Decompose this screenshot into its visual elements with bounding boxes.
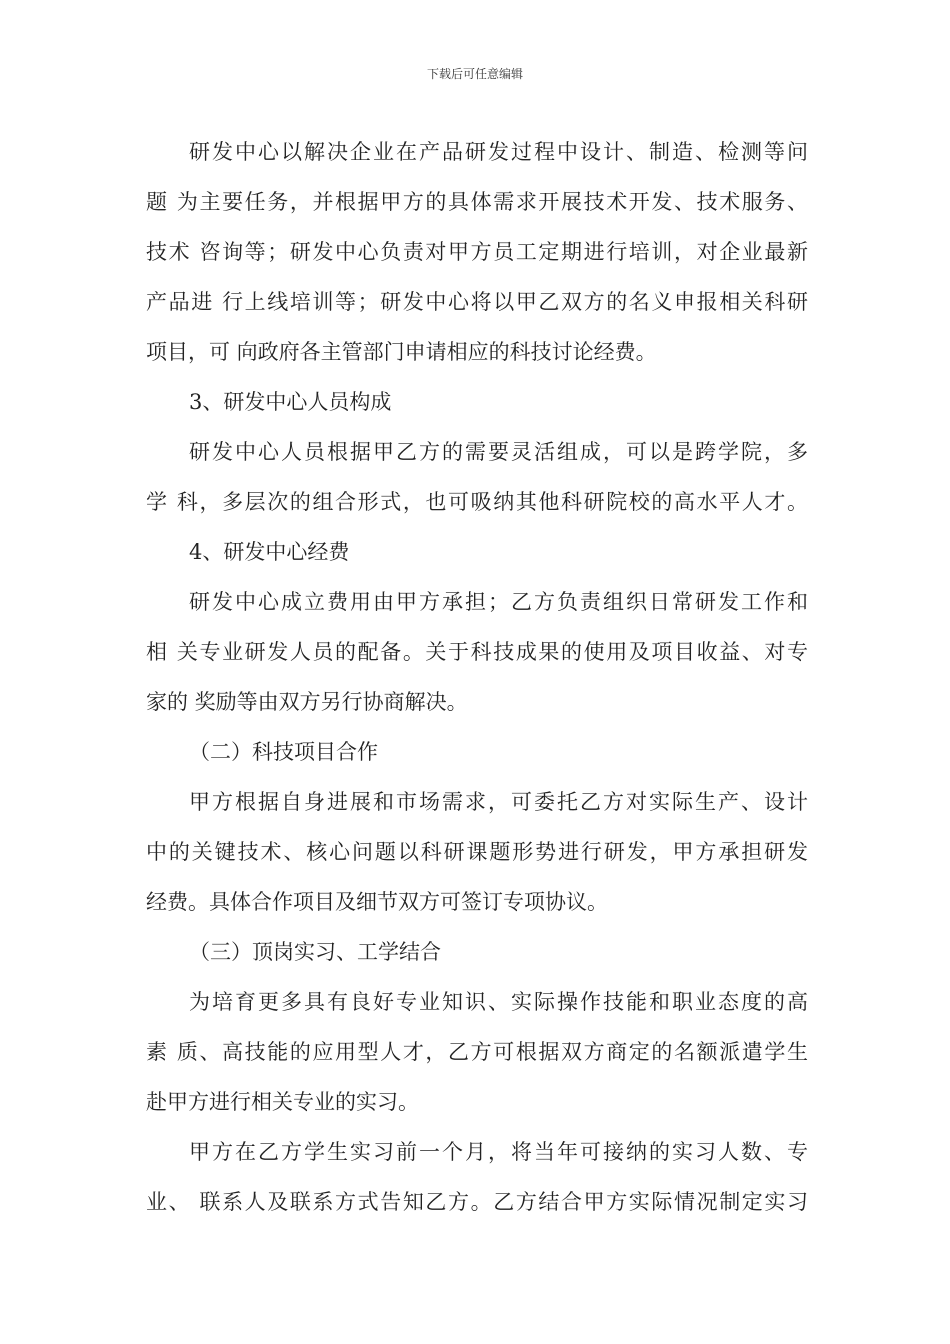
paragraph-line: 项目，可 向政府各主管部门申请相应的科技讨论经费。 <box>146 340 657 364</box>
section-heading: （二）科技项目合作 <box>189 740 378 764</box>
paragraph-line: 研发中心以解决企业在产品研发过程中设计、制造、检测等问 <box>189 140 808 164</box>
paragraph-line: 赴甲方进行相关专业的实习。 <box>146 1090 419 1114</box>
paragraph-line: 素 质、高技能的应用型人才，乙方可根据双方商定的名额派遣学生 <box>146 1040 808 1064</box>
section-heading: 4、研发中心经费 <box>189 540 350 564</box>
paragraph-line: 经费。具体合作项目及细节双方可签订专项协议。 <box>146 890 608 914</box>
paragraph-line: 研发中心人员根据甲乙方的需要灵活组成，可以是跨学院，多 <box>189 440 808 464</box>
paragraph-line: 产品进 行上线培训等；研发中心将以甲乙双方的名义申报相关科研 <box>146 290 808 314</box>
page-header: 下载后可任意编辑 <box>426 67 523 81</box>
paragraph-line: 中的关键技术、核心问题以科研课题形势进行研发，甲方承担研发 <box>146 840 808 864</box>
paragraph-line: 相 关专业研发人员的配备。关于科技成果的使用及项目收益、对专 <box>146 640 808 664</box>
paragraph-line: 技术 咨询等；研发中心负责对甲方员工定期进行培训，对企业最新 <box>146 240 808 264</box>
section-heading: 3、研发中心人员构成 <box>189 390 392 414</box>
section-heading: （三）顶岗实习、工学结合 <box>189 940 441 964</box>
paragraph-line: 业、 联系人及联系方式告知乙方。乙方结合甲方实际情况制定实习 <box>146 1190 808 1214</box>
paragraph-line: 学 科，多层次的组合形式，也可吸纳其他科研院校的高水平人才。 <box>146 490 808 514</box>
paragraph-line: 甲方根据自身进展和市场需求，可委托乙方对实际生产、设计 <box>189 790 808 814</box>
paragraph-line: 题 为主要任务，并根据甲方的具体需求开展技术开发、技术服务、 <box>146 190 808 214</box>
paragraph-line: 家的 奖励等由双方另行协商解决。 <box>146 690 468 714</box>
paragraph-line: 研发中心成立费用由甲方承担；乙方负责组织日常研发工作和 <box>189 590 808 614</box>
paragraph-line: 甲方在乙方学生实习前一个月，将当年可接纳的实习人数、专 <box>189 1140 808 1164</box>
paragraph-line: 为培育更多具有良好专业知识、实际操作技能和职业态度的高 <box>189 990 808 1014</box>
